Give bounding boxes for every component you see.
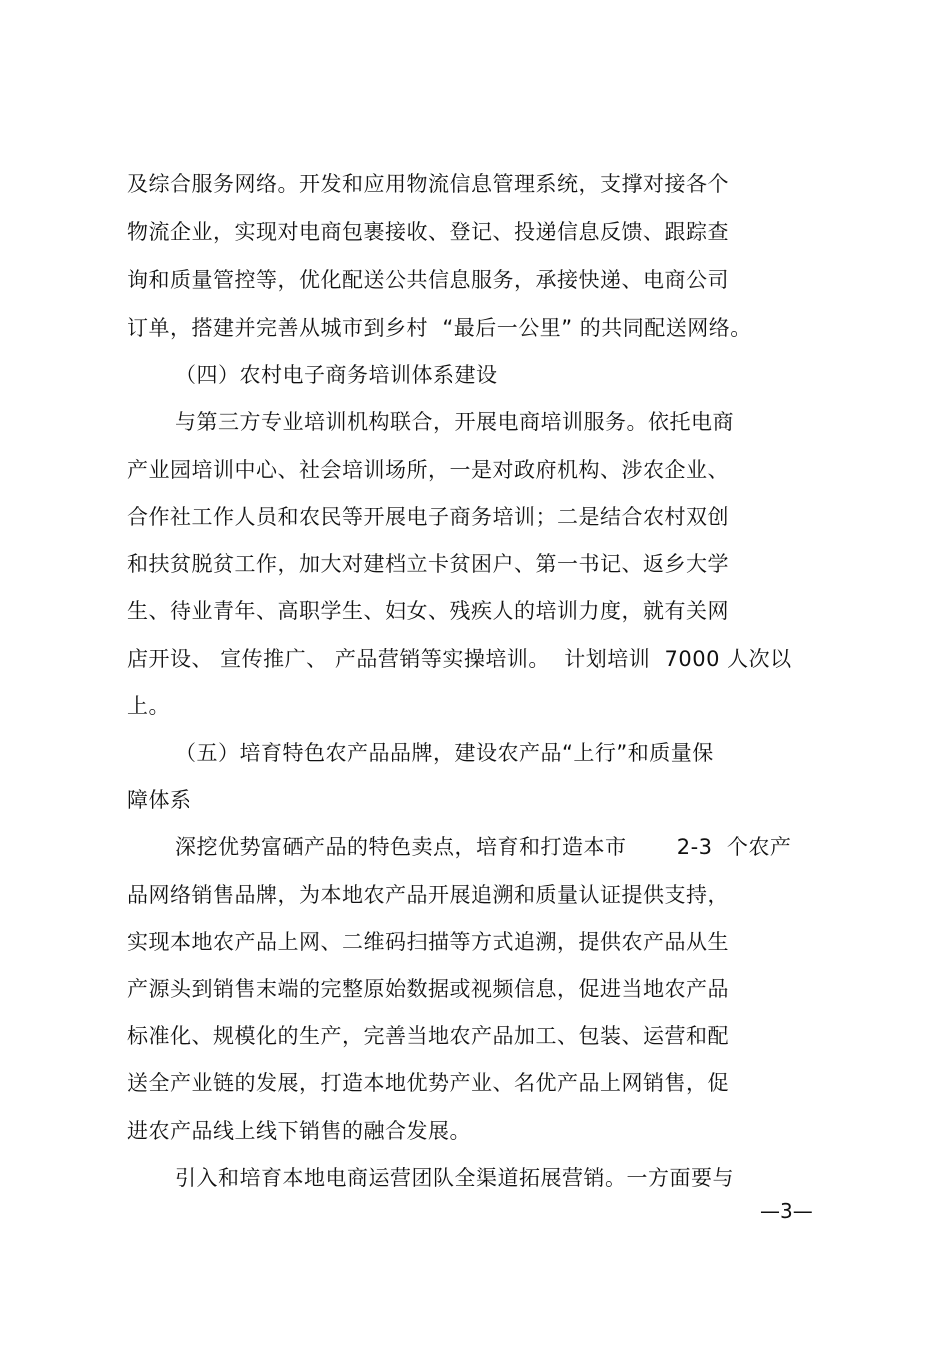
section-heading-5: （五）培育特色农产品品牌，建设农产品“上行”和质量保 bbox=[175, 741, 714, 765]
text-line-12: 上。 bbox=[127, 694, 170, 718]
section-heading-5-cont: 障体系 bbox=[127, 788, 192, 812]
text-line-15: 深挖优势富硒产品的特色卖点，培育和打造本市 2-3 个农产 bbox=[175, 835, 792, 859]
text-line-6: 与第三方专业培训机构联合，开展电商培训服务。依托电商 bbox=[175, 410, 734, 434]
text-line-16: 品网络销售品牌，为本地农产品开展追溯和质量认证提供支持， bbox=[127, 883, 729, 907]
text-line-10: 生、待业青年、高职学生、妇女、残疾人的培训力度，就有关网 bbox=[127, 599, 729, 623]
text-line-8: 合作社工作人员和农民等开展电子商务培训；二是结合农村双创 bbox=[127, 505, 729, 529]
text-line-19: 标准化、规模化的生产，完善当地农产品加工、包装、运营和配 bbox=[127, 1024, 729, 1048]
text-line-11: 店开设、 宣传推广、 产品营销等实操培训。 计划培训 7000 人次以 bbox=[127, 647, 792, 671]
text-line-20: 送全产业链的发展，打造本地优势产业、名优产品上网销售，促 bbox=[127, 1071, 729, 1095]
text-line-17: 实现本地农产品上网、二维码扫描等方式追溯，提供农产品从生 bbox=[127, 930, 729, 954]
text-line-22: 引入和培育本地电商运营团队全渠道拓展营销。一方面要与 bbox=[175, 1166, 734, 1190]
text-line-7: 产业园培训中心、社会培训场所，一是对政府机构、涉农企业、 bbox=[127, 458, 729, 482]
text-line-21: 进农产品线上线下销售的融合发展。 bbox=[127, 1119, 471, 1143]
text-line-3: 询和质量管控等，优化配送公共信息服务，承接快递、电商公司 bbox=[127, 268, 729, 292]
section-heading-4: （四）农村电子商务培训体系建设 bbox=[175, 363, 498, 387]
text-line-2: 物流企业，实现对电商包裹接收、登记、投递信息反馈、跟踪查 bbox=[127, 220, 729, 244]
text-line-18: 产源头到销售末端的完整原始数据或视频信息，促进当地农产品 bbox=[127, 977, 729, 1001]
text-line-9: 和扶贫脱贫工作，加大对建档立卡贫困户、第一书记、返乡大学 bbox=[127, 552, 729, 576]
text-line-4: 订单，搭建并完善从城市到乡村 “最后一公里” 的共同配送网络。 bbox=[127, 316, 752, 340]
text-line-1: 及综合服务网络。开发和应用物流信息管理系统，支撑对接各个 bbox=[127, 172, 729, 196]
page-number: —3— bbox=[760, 1199, 813, 1223]
